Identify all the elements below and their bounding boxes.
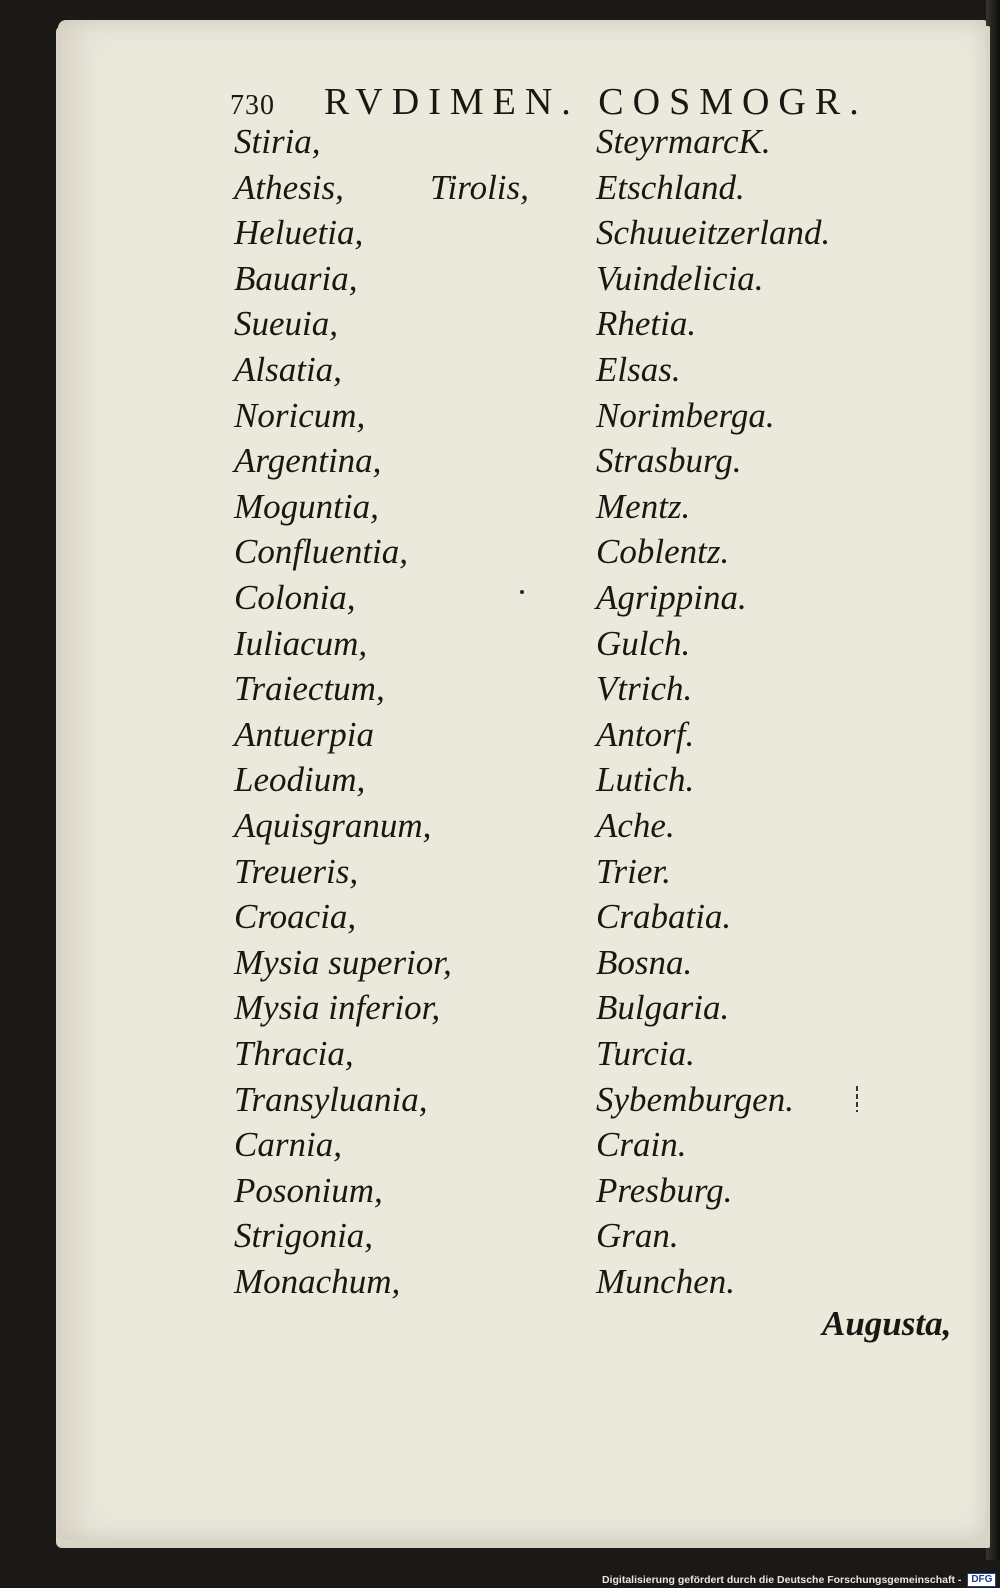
credit-text: Digitalisierung gefördert durch die Deutsche Forschungsgemeinschaft - — [602, 1574, 962, 1586]
entry-latin: Transyluania, — [234, 1080, 428, 1119]
entry-german: Gulch. — [596, 624, 691, 663]
entry-latin: Iuliacum, — [234, 624, 368, 663]
running-title: RVDIMEN. COSMOGR. — [324, 81, 868, 123]
entry-german: Crain. — [596, 1125, 687, 1164]
entry-latin: Noricum, — [234, 396, 366, 435]
entry-latin: Argentina, — [234, 441, 382, 480]
entry-latin: Posonium, — [234, 1171, 383, 1210]
entry-german: Schuueitzerland. — [596, 213, 831, 252]
digitization-credit — [602, 1572, 996, 1588]
entry-latin: Athesis, — [234, 168, 344, 207]
entry-german: Coblentz. — [596, 532, 730, 571]
entry-german: Trier. — [596, 852, 671, 891]
entry-german: Bosna. — [596, 943, 693, 982]
entry-latin: Bauaria, — [234, 259, 358, 298]
margin-tick-mark — [856, 1086, 858, 1112]
entry-latin: Heluetia, — [234, 213, 364, 252]
entry-latin: Leodium, — [234, 760, 366, 799]
entry-latin: Aquisgranum, — [234, 806, 432, 845]
book-page — [58, 20, 986, 1540]
entry-german: Ache. — [596, 806, 675, 845]
dfg-logo: DFG — [967, 1573, 996, 1587]
entry-german: Antorf. — [596, 715, 695, 754]
entry-latin: Strigonia, — [234, 1216, 374, 1255]
entry-latin: Treueris, — [234, 852, 359, 891]
entry-latin-extra: Tirolis, — [430, 168, 529, 207]
bleed-through — [758, 160, 848, 195]
entry-latin: Antuerpia — [234, 715, 374, 754]
entry-german: Presburg. — [596, 1171, 733, 1210]
entry-german: SteyrmarcK. — [596, 122, 771, 161]
page-number: 730 — [230, 90, 275, 121]
entry-latin: Stiria, — [234, 122, 321, 161]
entry-german: Agrippina. — [596, 578, 747, 617]
entry-latin: Mysia inferior, — [234, 988, 441, 1027]
entry-latin: Alsatia, — [234, 350, 342, 389]
entry-german: Turcia. — [596, 1034, 695, 1073]
entry-german: Vtrich. — [596, 669, 693, 708]
ink-dot — [520, 590, 524, 594]
entry-latin: Thracia, — [234, 1034, 354, 1073]
entry-latin: Confluentia, — [234, 532, 409, 571]
entry-german: Bulgaria. — [596, 988, 730, 1027]
catchword: Augusta, — [822, 1304, 952, 1343]
entry-german: Mentz. — [596, 487, 691, 526]
entry-latin: Moguntia, — [234, 487, 379, 526]
entry-german: Crabatia. — [596, 897, 732, 936]
entry-latin: Carnia, — [234, 1125, 342, 1164]
entry-german: Sybemburgen. — [596, 1080, 794, 1119]
entry-german: Lutich. — [596, 760, 695, 799]
page-header — [230, 80, 970, 123]
entry-german: Norimberga. — [596, 396, 775, 435]
entry-german: Strasburg. — [596, 441, 742, 480]
entry-german: Rhetia. — [596, 304, 697, 343]
entry-german: Munchen. — [596, 1262, 735, 1301]
entry-german: Elsas. — [596, 350, 681, 389]
entry-latin: Traiectum, — [234, 669, 385, 708]
entry-latin: Colonia, — [234, 578, 356, 617]
entry-latin: Mysia superior, — [234, 943, 452, 982]
entry-latin: Sueuia, — [234, 304, 339, 343]
entry-latin: Monachum, — [234, 1262, 401, 1301]
entry-german: Gran. — [596, 1216, 679, 1255]
entry-latin: Croacia, — [234, 897, 357, 936]
entry-german: Vuindelicia. — [596, 259, 764, 298]
entry-german: Etschland. — [596, 168, 745, 207]
